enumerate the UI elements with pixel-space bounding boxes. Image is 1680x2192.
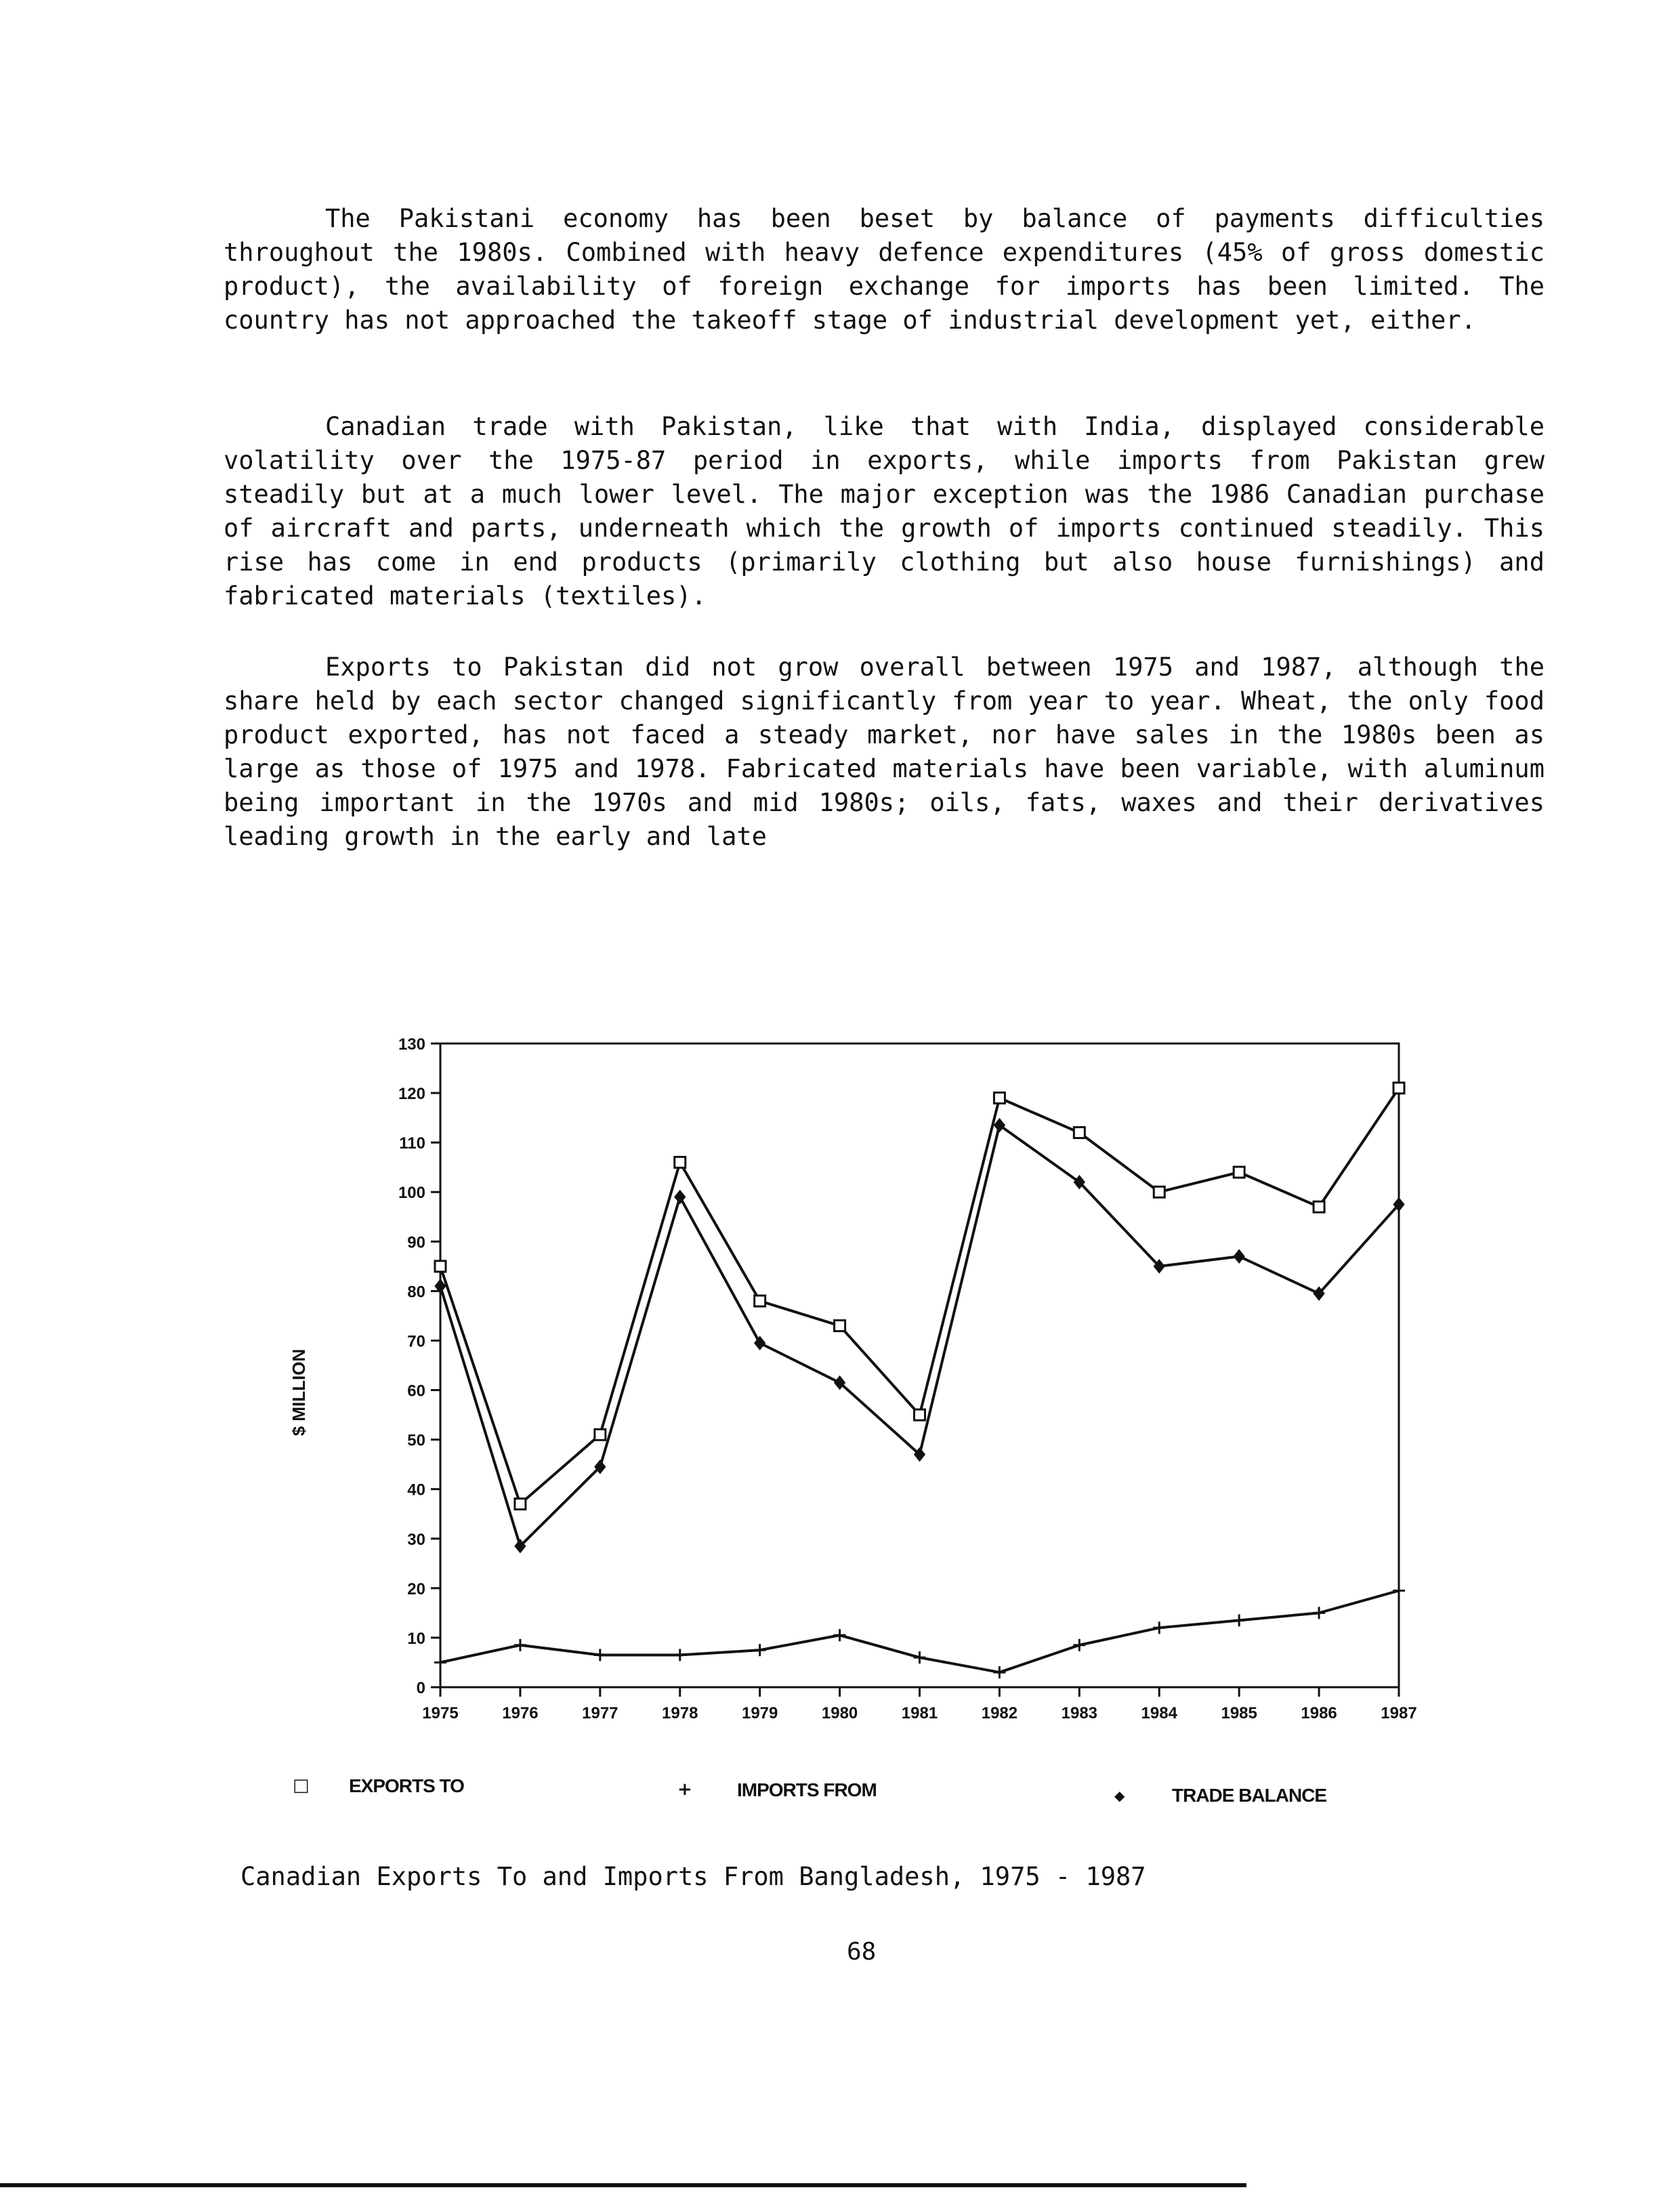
plot-border xyxy=(440,1043,1399,1687)
x-tick-label: 1984 xyxy=(1141,1704,1177,1722)
series-lines xyxy=(440,1088,1399,1672)
y-tick-label: 120 xyxy=(398,1085,425,1104)
exports-point xyxy=(435,1261,446,1272)
series-line-0 xyxy=(440,1088,1399,1504)
imports-point xyxy=(674,1649,686,1661)
y-tick-label: 30 xyxy=(407,1530,425,1549)
y-tick-label: 70 xyxy=(407,1332,425,1351)
x-tick-label: 1975 xyxy=(422,1704,459,1722)
x-tick-label: 1985 xyxy=(1221,1704,1257,1722)
y-tick-label: 60 xyxy=(407,1382,425,1401)
imports-point xyxy=(1393,1585,1405,1597)
imports-point xyxy=(1233,1614,1245,1626)
legend-exports-label: EXPORTS TO xyxy=(349,1775,464,1796)
imports-point xyxy=(434,1656,446,1668)
figure-caption: Canadian Exports To and Imports From Bangladesh, 1975 - 1987 xyxy=(240,1862,1146,1891)
imports-point xyxy=(594,1649,606,1661)
exports-point xyxy=(755,1296,765,1306)
imports-point xyxy=(834,1629,846,1641)
balance-point xyxy=(1234,1249,1244,1263)
page-number: 68 xyxy=(847,1938,877,1966)
imports-point xyxy=(914,1651,926,1663)
series-markers xyxy=(434,1083,1405,1678)
bottom-rule xyxy=(0,2183,1246,2187)
imports-point xyxy=(1153,1621,1165,1634)
x-tick-label: 1983 xyxy=(1061,1704,1098,1722)
y-tick-label: 110 xyxy=(399,1134,425,1153)
imports-point xyxy=(1313,1607,1325,1619)
paragraph-3: Exports to Pakistan did not grow overall between 1975 and 1987, although the share held by each sector changed significantly from year to year. Wheat, the only food product exported, has not faced a steady market, nor have sales in the 1980s been as large as those of 1975 and 1978. Fabricated materials have been variable, with aluminum being important in the 1970s and mid 1980s; oils, fats, waxes and their derivatives leading growth in the early and late xyxy=(224,653,1545,851)
x-tick-label: 1978 xyxy=(662,1704,698,1722)
paragraph-2: Canadian trade with Pakistan, like that with India, displayed considerable volatility over the 1975-87 period in exports, while imports from Pakistan grew steadily but at a much lower level. The major exception was the 1986 Canadian purchase of aircraft and parts, underneath which the growth of imports continued steadily. This rise has come in end products (primarily clothing but also house furnishings) and fabricated materials (textiles). xyxy=(224,412,1545,611)
legend-exports-marker: □ xyxy=(293,1775,310,1796)
exports-point xyxy=(595,1429,606,1440)
y-tick-label: 40 xyxy=(407,1481,425,1500)
exports-point xyxy=(1154,1186,1164,1197)
y-axis-label: $ MILLION xyxy=(289,1348,309,1436)
y-axis-ticks xyxy=(398,1035,440,1697)
x-tick-label: 1977 xyxy=(582,1704,618,1722)
imports-point xyxy=(514,1639,526,1651)
exports-point xyxy=(675,1157,686,1167)
balance-point xyxy=(994,1119,1005,1132)
imports-point xyxy=(1073,1639,1085,1651)
x-tick-label: 1982 xyxy=(981,1704,1018,1722)
y-tick-label: 50 xyxy=(407,1431,425,1450)
imports-point xyxy=(754,1644,766,1656)
y-tick-label: 130 xyxy=(398,1035,425,1054)
legend-balance-marker: ◆ xyxy=(1114,1787,1125,1804)
y-tick-label: 100 xyxy=(398,1184,425,1203)
x-tick-label: 1980 xyxy=(821,1704,858,1722)
x-tick-label: 1979 xyxy=(741,1704,778,1722)
x-axis-ticks xyxy=(422,1687,1416,1722)
y-tick-label: 80 xyxy=(407,1283,425,1302)
paragraph-1: The Pakistani economy has been beset by balance of payments difficulties throughout the 1980s. Combined with heavy defence expenditures (45% of gross domestic product), the availability of foreign exchange for imports has been limited. The country has not approached the takeoff stage of industrial development yet, either. xyxy=(224,204,1545,335)
legend-imports-marker: + xyxy=(677,1779,692,1800)
legend-balance-label: TRADE BALANCE xyxy=(1172,1785,1327,1806)
x-tick-label: 1976 xyxy=(502,1704,539,1722)
exports-point xyxy=(1074,1128,1085,1138)
trade-line-chart xyxy=(271,1016,1463,1850)
x-tick-label: 1987 xyxy=(1381,1704,1417,1722)
exports-point xyxy=(915,1409,925,1420)
y-tick-label: 20 xyxy=(407,1579,425,1598)
exports-point xyxy=(1234,1167,1244,1178)
exports-point xyxy=(994,1092,1005,1103)
exports-point xyxy=(1314,1201,1324,1212)
plot-frame xyxy=(440,1043,1399,1687)
exports-point xyxy=(1393,1083,1404,1094)
y-tick-label: 10 xyxy=(407,1629,425,1648)
x-tick-label: 1981 xyxy=(901,1704,938,1722)
x-tick-label: 1986 xyxy=(1301,1704,1337,1722)
imports-point xyxy=(993,1666,1005,1678)
series-line-2 xyxy=(440,1125,1399,1546)
y-tick-label: 90 xyxy=(407,1233,425,1252)
y-tick-label: 0 xyxy=(416,1679,425,1697)
exports-point xyxy=(515,1499,526,1510)
exports-point xyxy=(835,1321,845,1331)
legend-imports-label: IMPORTS FROM xyxy=(737,1779,877,1800)
